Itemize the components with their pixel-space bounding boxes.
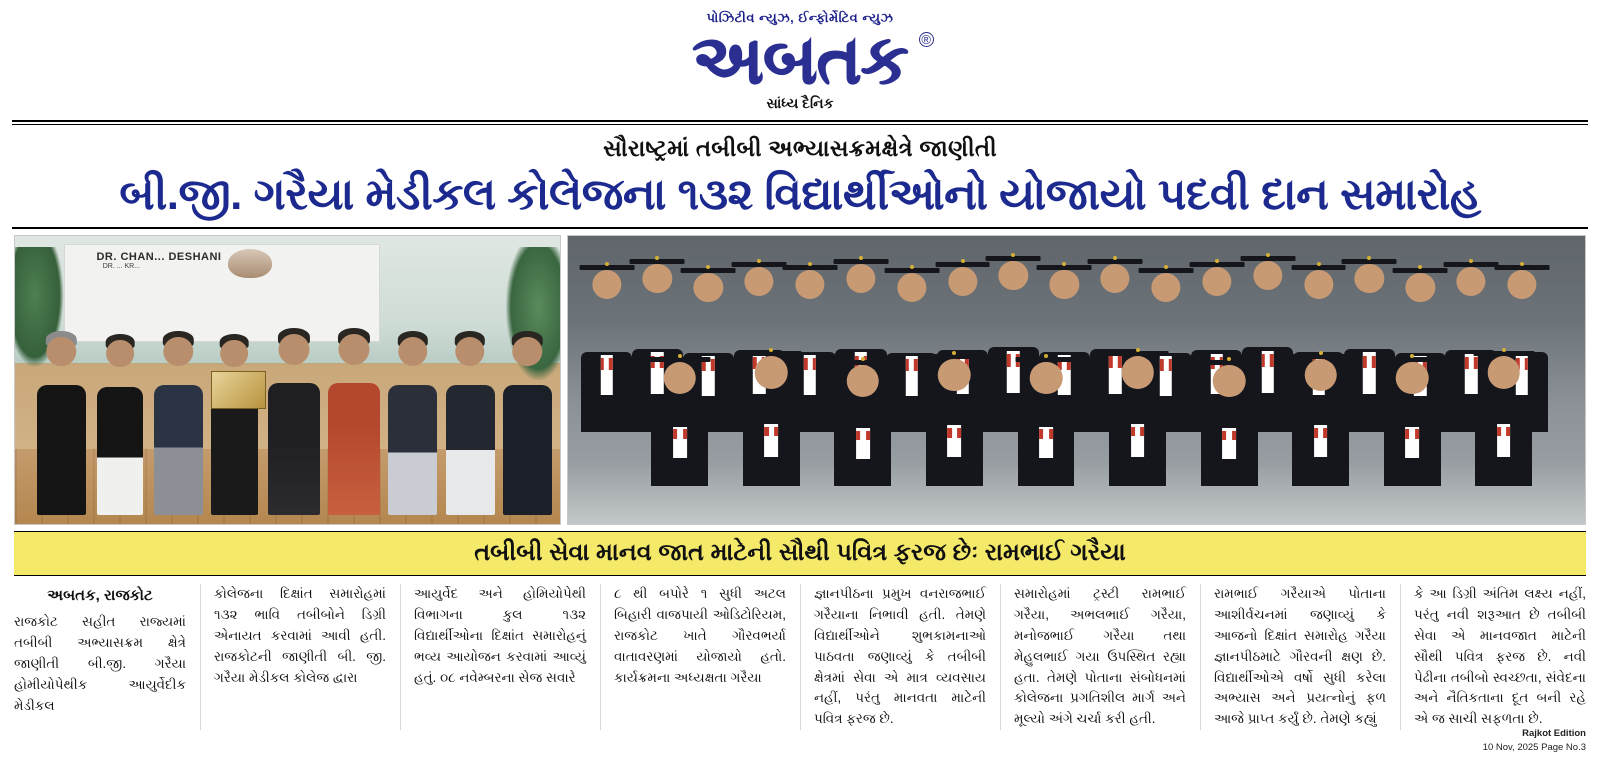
subheadline-attribution: રામભાઈ ગરૈયા <box>984 538 1126 566</box>
registered-trademark-icon: ® <box>919 32 934 47</box>
stage-person <box>154 337 203 516</box>
masthead-logo: અબતક <box>692 22 908 98</box>
graduation-group-photo <box>567 235 1586 525</box>
graduate <box>1026 357 1067 487</box>
graduate <box>1209 360 1250 487</box>
graduate <box>934 354 975 486</box>
graduate <box>588 265 625 432</box>
article-column <box>1000 584 1186 730</box>
stage-ceremony-photo <box>14 235 561 525</box>
masthead <box>0 0 1600 112</box>
stage-person <box>503 337 552 516</box>
graduate <box>660 357 701 487</box>
article-column <box>14 584 186 730</box>
graduate <box>1351 259 1388 432</box>
subheadline-band <box>14 531 1586 576</box>
photo-strip <box>14 235 1586 525</box>
stage-person <box>37 337 86 516</box>
article-column <box>600 584 786 730</box>
article-body <box>14 584 1586 730</box>
masthead-logo-wrap <box>692 22 932 98</box>
masthead-divider-thin <box>12 124 1588 125</box>
graduate <box>792 265 829 432</box>
masthead-divider-thick <box>12 120 1588 122</box>
article-paragraph: ૮ થી બપોરે ૧ સુધી અટલ બિહારી વાજપાયી ઓડિટોરિયમ, રાજકોટ ખાતે ગૌરવભર્યા વાતાવરણમાં યોજાયો હતો. કાર્યક્રમના અધ્યક્ષતા ગરૈયા <box>614 585 786 685</box>
stage-person <box>211 340 257 516</box>
banner-portrait-image <box>228 249 272 278</box>
graduate <box>1392 357 1433 487</box>
stage-banner <box>64 244 380 342</box>
graduate <box>1249 256 1286 432</box>
graduate <box>1300 354 1341 486</box>
article-column <box>1400 584 1586 730</box>
article-column <box>400 584 586 730</box>
edition-label: Rajkot Edition <box>1522 728 1586 740</box>
stage-banner-subtitle: DR. ... KR... <box>102 262 141 270</box>
article-column <box>1200 584 1386 730</box>
stage-person <box>446 337 495 516</box>
article-paragraph: આયુર્વેદ અને હોમિયોપેથી વિભાગના કુલ ૧૩૨ વિદ્યાર્થીઓના દિક્ષાંત સમારોહનું ભવ્ય આયોજન કરવામાં આવ્યું હતું. ૦૮ નવેમ્બરના સેજ સવારે <box>414 585 586 685</box>
stage-person <box>388 337 437 516</box>
stage-person <box>268 334 320 515</box>
stage-banner-title: DR. CHAN... DESHANI <box>96 251 222 264</box>
edition-details: 10 Nov, 2025 Page No.3 <box>1482 741 1586 753</box>
graduate <box>1117 351 1158 486</box>
stage-person <box>97 340 143 516</box>
article-column <box>200 584 386 730</box>
article-paragraph: રામભાઈ ગરૈયાએ પોતાના આશીર્વચનમાં જણાવ્યું કે આજનો દિક્ષાંત સમારોહ ગરૈયા જ્ઞાનપીઠમાટે ગૌરવની ક્ષણ છે. વિદ્યાર્થીઓએ વર્ષો સુધી કરેલા અભ્યાસ અને પ્રયત્નોનું ફળ આજે પ્રાપ્ત કર્યું છે. તેમણે કહ્યું <box>1214 585 1386 727</box>
graduate <box>751 351 792 486</box>
article-paragraph: સમારોહમાં ટ્રસ્ટી રામભાઈ ગરૈયા, અભલભાઈ ગરૈયા, મનોજભાઈ ગરૈયા તથા મેહુલભાઈ ગયા ઉપસ્થિત રહ્યા હતા. તેમણે પોતાના સંબોધનમાં કોલેજના પ્રગતિશીલ માર્ગ અને મૂલ્યો અંગે ચર્ચા કરી હતી. <box>1014 585 1186 727</box>
byline: અબતક, રાજકોટ <box>47 586 153 604</box>
award-plaque <box>211 371 266 408</box>
graduate <box>1483 351 1524 486</box>
article-paragraph: જ્ઞાનપીઠના પ્રમુખ વનરાજભાઈ ગરૈયાના નિભાવી હતી. તેમણે વિદ્યાર્થીઓને શુભકામનાઓ પાઠવતા જણાવ્યું કે તબીબી ક્ષેત્રમાં સેવા એ માત્ર વ્યવસાય નહીં, પરંતુ માનવતા માટેની પવિત્ર ફરજ છે. <box>814 585 986 727</box>
article-paragraph: કોલેજના દિક્ષાંત સમારોહમાં ૧૩૨ ભાવિ તબીબોને ડિગ્રી એનાયત કરવામાં આવી હતી. રાજકોટની જાણીતી બી. જી. ગરૈયા મેડીકલ કોલેજ દ્વારા <box>214 585 386 685</box>
subheadline-text: તબીબી સેવા માનવ જાત માટેની સૌથી પવિત્ર ફરજ છેઃ <box>474 538 985 566</box>
article-paragraph: કે આ ડિગ્રી અંતિમ લક્ષ્ય નહીં, પરંતુ નવી શરૂઆત છે તબીબી સેવા એ માનવજાત માટેની સૌથી પવિત્ર ફરજ છે. નવી પેઢીના તબીબો સ્વચ્છતા, સંવેદના અને નૈતિકતાના દૂત બની રહે એ જ સાચી સફળતા છે. <box>1414 585 1586 727</box>
graduate <box>893 268 930 432</box>
masthead-tagline: પોઝિટીવ ન્યુઝ, ઈન્ફોર્મેટિવ ન્યુઝ <box>706 10 894 25</box>
page-title: બી.જી. ગરૈયા મેડીકલ કોલેજના ૧૩૨ વિદ્યાર્થીઓનો યોજાયો પદવી દાન સમારોહ <box>119 169 1481 219</box>
footer-credit <box>1483 727 1586 754</box>
article-column <box>800 584 986 730</box>
article-paragraph: રાજકોટ સહીત રાજ્યમાં તબીબી અભ્યાસક્રમ ક્ષેત્રે જાણીતી બી.જી. ગરૈયા હોમીયોપેથીક આયુર્વેદીક મેડીકલ <box>14 614 186 713</box>
graduate <box>843 360 884 487</box>
masthead-subtitle: સાંધ્ય દૈનિક <box>766 94 834 111</box>
headline-divider <box>12 227 1588 229</box>
stage-person <box>328 334 380 515</box>
headline-kicker: સૌરાષ્ટ્રમાં તબીબી અભ્યાસક્રમક્ષેત્રે જાણીતી <box>603 134 997 161</box>
